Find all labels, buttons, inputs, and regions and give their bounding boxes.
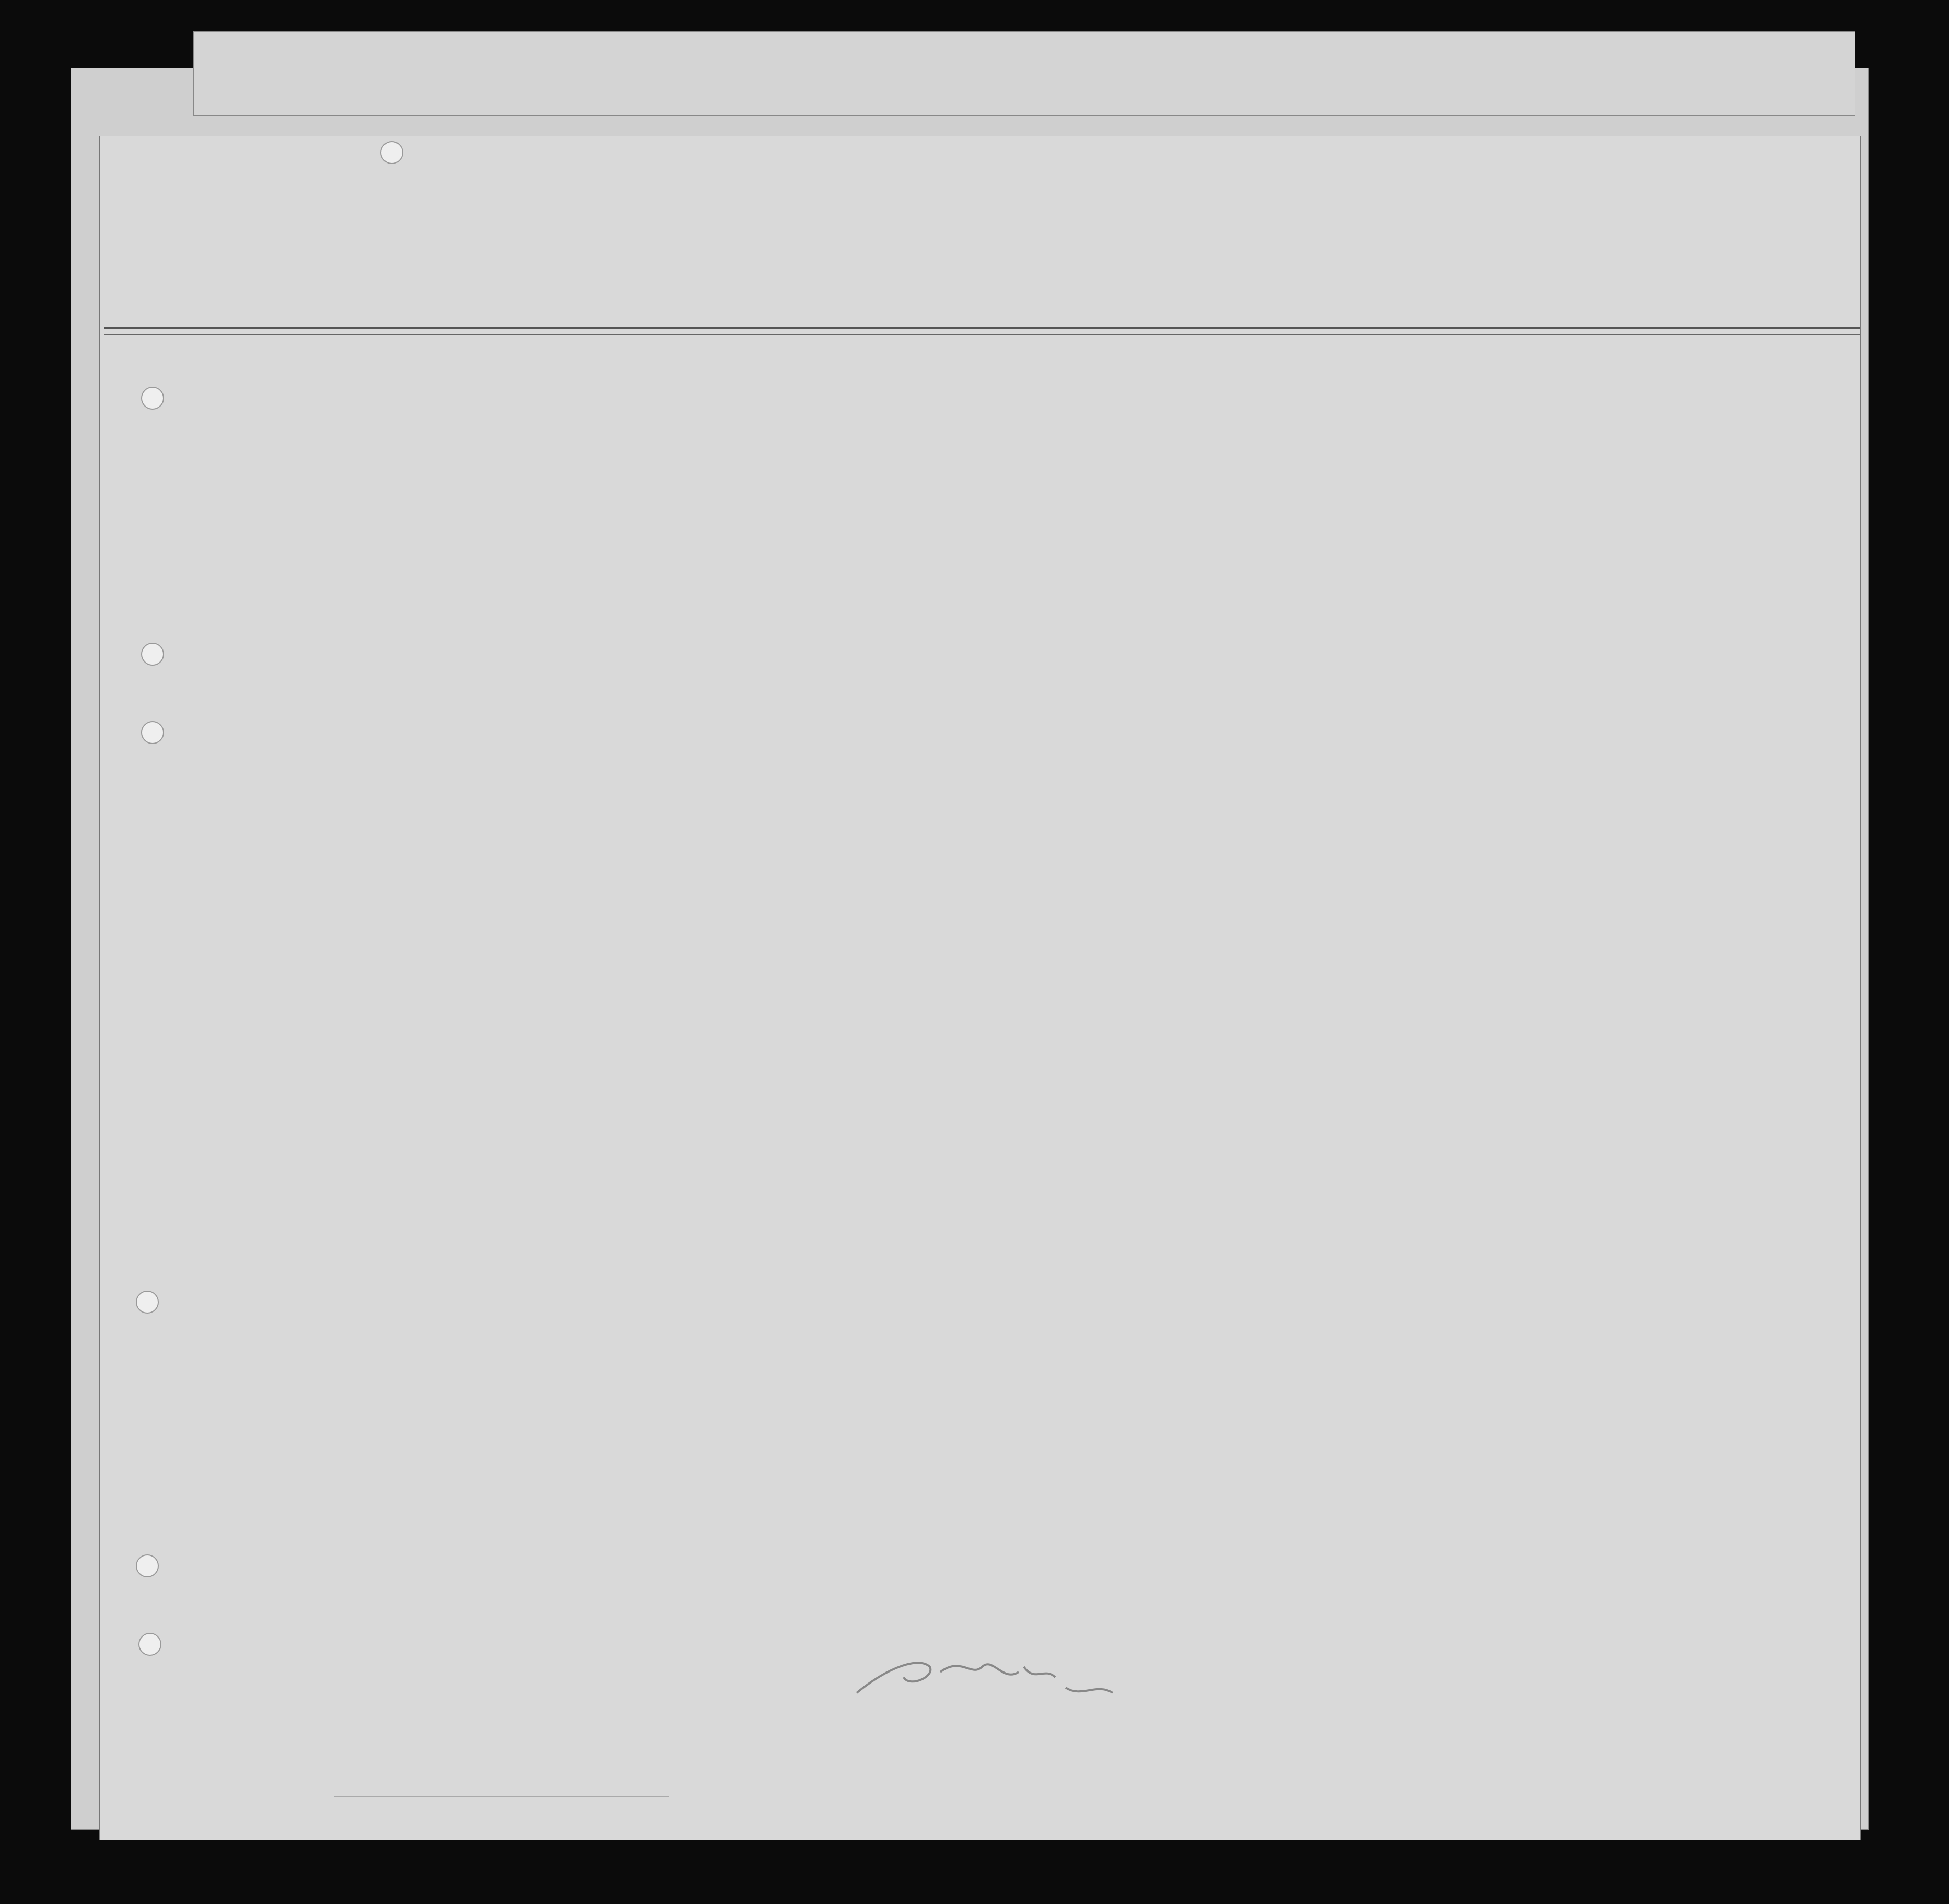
punch-hole	[136, 1291, 159, 1314]
punch-hole	[141, 643, 164, 666]
vessel-line-rule-2	[104, 334, 1860, 335]
punch-hole	[141, 721, 164, 744]
agents-rule	[334, 1796, 669, 1797]
back-sheet-2	[193, 31, 1855, 116]
manifest-sheet	[99, 136, 1861, 1840]
punch-hole	[136, 1554, 159, 1577]
punch-hole	[141, 387, 164, 410]
inspector-signature	[846, 1635, 1160, 1709]
punch-hole	[380, 141, 403, 164]
punch-hole	[138, 1633, 161, 1656]
vessel-line-rule	[104, 327, 1860, 329]
